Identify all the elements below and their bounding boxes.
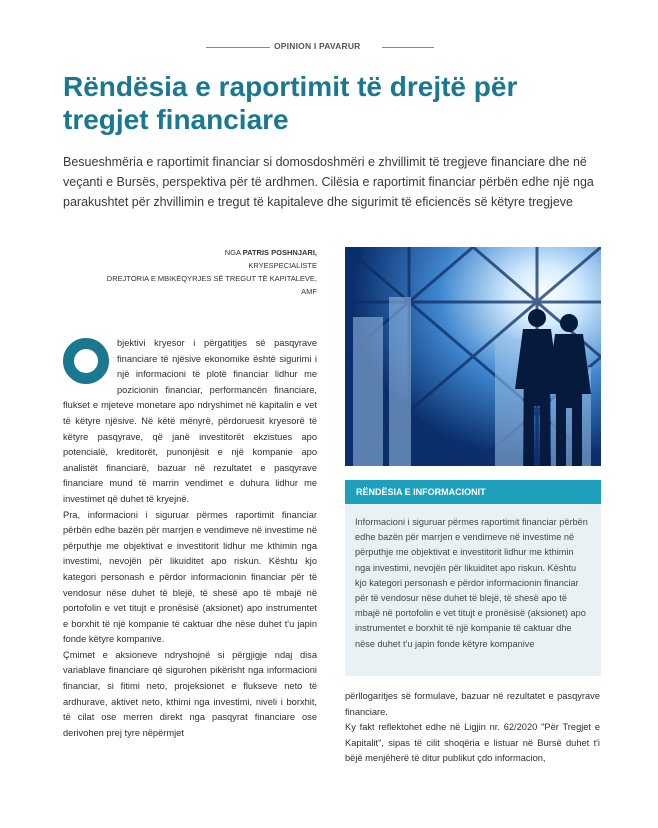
paragraph-2: Pra, informacioni i siguruar përmes raportimit financiar përbën edhe bazën për marrjen e vendimeve në investime në përputhje me objektivat e investitorit lidhur me kthimin nga investimi, nevojën për likuiditet apo riskun. Kështu kjo kategori personash e përdor informacionin financiar për të vendosur nëse duhet të blejë, të shesë apo të mbajë në portofolin e vet titujt e pronësisë (aksionet) apo instrumentet e borxhit të një kompanie të caktuar dhe nëse duhet t'u japin fonde këtyre kompanive. xyxy=(63,509,317,645)
author-byline xyxy=(100,246,317,298)
article-title: Rëndësia e raportimit të drejtë për tregjet financiare xyxy=(63,71,518,135)
paragraph-4: përllogaritjes së formulave, bazuar në rezultatet e pasqyrave financiare. xyxy=(345,691,600,717)
section-divider-right xyxy=(382,47,434,48)
section-label xyxy=(206,41,434,53)
info-box-heading: RËNDËSIA E INFORMACIONIT xyxy=(345,480,601,504)
author-department: DREJTORIA E MBIKËQYRJES SË TREGUT TË KAPITALEVE, AMF xyxy=(106,274,317,296)
business-handshake-photo xyxy=(345,247,601,466)
info-box xyxy=(345,480,601,676)
article-column-left xyxy=(63,336,317,741)
dropcap-o xyxy=(63,338,109,384)
byline-prefix: NGA xyxy=(224,248,243,257)
paragraph-3: Çmimet e aksioneve ndryshojnë si përgjigje ndaj disa variablave financiare që sigurohen pikërisht nga informacioni financiar, si fitimi neto, projeksionet e flukseve neto të ardhurave, aktivet neto, kthimi nga investimi, niveli i borxhit, të cilat ose merren direkt nga pasqyrat financiare ose derivohen prej tyre nëpërmjet xyxy=(63,649,317,738)
paragraph-5: Ky fakt reflektohet edhe në Ligjin nr. 62/2020 "Për Tregjet e Kapitalit", sipas të cilit shoqëria e listuar në Bursë duhet t'i bëjë menjëherë të ditur publikut çdo informacion, xyxy=(345,722,600,764)
paragraph-1: bjektivi kryesor i përgatitjes së pasqyrave financiare të njësive ekonomike është sigurimi i një informacioni të plotë financiar lidhur me pozicionin financiar, performancën financiare, flukset e mjeteve monetare apo ndryshimet në kapitalin e vet të këtyre njësive. Në këtë mënyrë, përdoruesit kryesorë të këtyre pasqyrave, që janë investitorët ekzistues apo potencialë, kreditorët, punonjësit e një kompanie apo analistët financiarë, bazuar në rezultatet e pasqyrave financiare mund të marrin vendimet e duhura lidhur me investimet që duhet të kryejnë. xyxy=(63,338,317,504)
author-name: PATRIS POSHNJARI, xyxy=(242,248,317,257)
section-label-text: OPINION I PAVARUR xyxy=(274,41,361,51)
article-column-right xyxy=(345,689,600,767)
article-lead: Besueshmëria e raportimit financiar si domosdoshmëri e zhvillimit të tregjeve financiare dhe në veçanti e Bursës, perspektiva për të ardhmen. Cilësia e raportimit financiar përbën edhe një nga parakushtet për zhvillimin e tregut të kapitaleve dhe sigurimit të eficiencës së këtyre tregjeve xyxy=(63,155,594,209)
author-role: KRYESPECIALISTE xyxy=(248,261,317,270)
section-divider-left xyxy=(206,47,270,48)
info-box-text: Informacioni i siguruar përmes raportimit financiar përbën edhe bazën për marrjen e vendimeve në investime në përputhje me objektivat e investitorit lidhur me kthimin nga investimi, nevojën për likuiditet apo riskun. Kështu kjo kategori personash e përdor informacionin financiar për të vendosur nëse duhet të blejë, të shesë apo të mbajë në portofolin e vet titujt e pronësisë (aksionet) apo instrumentet e borxhit të një kompanie të caktuar dhe nëse duhet t'u japin fonde këtyre kompanive xyxy=(355,517,588,649)
